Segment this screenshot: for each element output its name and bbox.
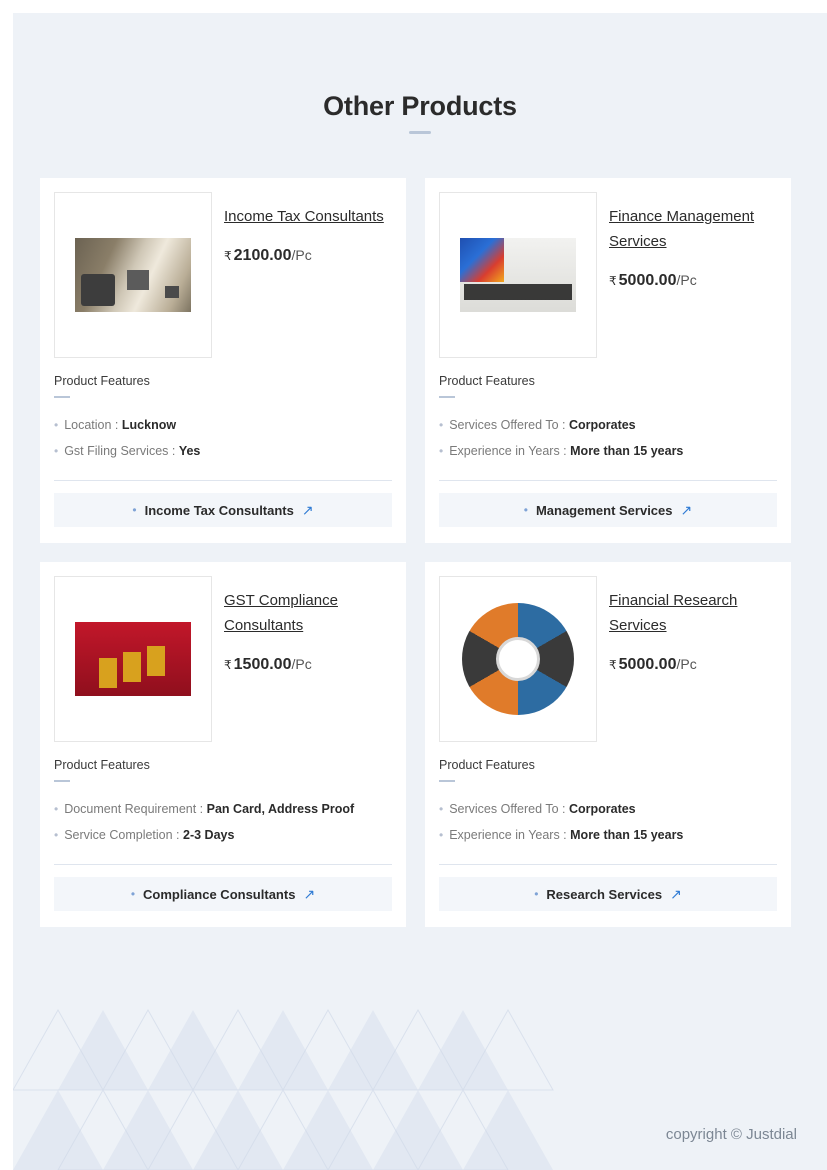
product-price	[609, 272, 777, 290]
feature-value: More than 15 years	[570, 828, 684, 842]
feature-value: Pan Card, Address Proof	[206, 802, 355, 816]
product-cta-button[interactable]	[54, 877, 392, 911]
price-unit: /Pc	[291, 656, 312, 672]
rupee-icon: ₹	[224, 658, 232, 672]
title-underline	[409, 131, 431, 134]
product-title-link[interactable]: Financial Research Services	[609, 592, 738, 634]
product-thumbnail-frame	[54, 576, 212, 742]
feature-value: Corporates	[568, 418, 636, 432]
product-title-link[interactable]: GST Compliance Consultants	[224, 592, 338, 634]
product-thumbnail-frame	[439, 192, 597, 358]
gst-golden-blocks-photo-icon	[75, 622, 191, 696]
bullet-icon: •	[439, 828, 444, 842]
financial-management-newspaper-photo-icon	[460, 238, 576, 312]
features-label: Product Features	[54, 374, 150, 388]
bullet-icon: •	[54, 828, 59, 842]
feature-list	[54, 412, 392, 464]
list-item	[439, 438, 777, 464]
price-amount: 5000.00	[618, 656, 677, 673]
page-background	[13, 13, 827, 1170]
triangle-pattern-decoration	[13, 990, 573, 1170]
feature-label: Document Requirement :	[64, 802, 204, 816]
bullet-icon: •	[132, 503, 137, 517]
price-amount: 1500.00	[233, 656, 292, 673]
feature-list	[439, 412, 777, 464]
price-unit: /Pc	[291, 247, 312, 263]
feature-value: 2-3 Days	[183, 828, 235, 842]
arrow-up-right-icon: ↗	[303, 885, 316, 902]
product-card-top	[439, 576, 777, 742]
product-cta-button[interactable]	[439, 493, 777, 527]
product-card-top	[54, 192, 392, 358]
feature-value: Lucknow	[121, 418, 177, 432]
product-card[interactable]	[40, 562, 406, 927]
feature-label: Experience in Years :	[449, 828, 567, 842]
list-item	[54, 412, 392, 438]
features-underline	[54, 780, 70, 782]
bullet-icon: •	[54, 802, 59, 816]
feature-label: Experience in Years :	[449, 444, 567, 458]
price-unit: /Pc	[676, 656, 697, 672]
feature-label: Location :	[64, 418, 119, 432]
feature-label: Service Completion :	[64, 828, 180, 842]
research-careers-wheel-chart-icon	[462, 603, 574, 715]
list-item	[54, 438, 392, 464]
product-grid	[40, 178, 802, 927]
price-amount: 5000.00	[618, 272, 677, 289]
product-thumbnail-frame	[54, 192, 212, 358]
divider	[439, 864, 777, 865]
product-price	[224, 247, 384, 265]
income-tax-documents-photo-icon	[75, 238, 191, 312]
features-underline	[439, 780, 455, 782]
product-card-head	[597, 192, 777, 290]
arrow-up-right-icon: ↗	[670, 885, 682, 902]
rupee-icon: ₹	[609, 658, 617, 672]
product-cta-button[interactable]	[439, 877, 777, 911]
features-underline	[439, 396, 455, 398]
feature-label: Services Offered To :	[449, 418, 566, 432]
page-title: Other Products	[323, 91, 517, 121]
bullet-icon: •	[523, 503, 528, 517]
product-title-link[interactable]: Income Tax Consultants	[224, 208, 384, 225]
list-item	[54, 796, 392, 822]
arrow-up-right-icon: ↗	[301, 501, 314, 518]
features-label: Product Features	[439, 374, 535, 388]
cta-label: Management Services	[535, 502, 673, 518]
list-item	[439, 822, 777, 848]
product-cta-button[interactable]	[54, 493, 392, 527]
product-card-head	[212, 192, 384, 265]
list-item	[439, 412, 777, 438]
feature-value: More than 15 years	[570, 444, 684, 458]
cta-label: Research Services	[546, 886, 663, 902]
product-card-head	[212, 576, 392, 674]
product-price	[609, 656, 777, 674]
feature-list	[54, 796, 392, 848]
cta-label: Income Tax Consultants	[144, 502, 294, 518]
product-card[interactable]	[40, 178, 406, 543]
list-item	[54, 822, 392, 848]
product-card-head	[597, 576, 777, 674]
bullet-icon: •	[439, 418, 444, 432]
features-label: Product Features	[439, 758, 535, 772]
product-title-link[interactable]: Finance Management Services	[609, 208, 755, 250]
bullet-icon: •	[439, 802, 444, 816]
price-unit: /Pc	[676, 272, 697, 288]
product-card[interactable]	[425, 178, 791, 543]
rupee-icon: ₹	[609, 274, 617, 288]
copyright-text: copyright © Justdial	[665, 1126, 797, 1143]
product-price	[224, 656, 392, 674]
feature-label: Services Offered To :	[449, 802, 566, 816]
bullet-icon: •	[130, 887, 136, 901]
product-card-top	[439, 192, 777, 358]
cta-label: Compliance Consultants	[143, 886, 296, 902]
product-card-top	[54, 576, 392, 742]
arrow-up-right-icon: ↗	[680, 501, 693, 518]
bullet-icon: •	[439, 444, 444, 458]
feature-value: Yes	[178, 444, 201, 458]
feature-value: Corporates	[568, 802, 636, 816]
features-label: Product Features	[54, 758, 150, 772]
feature-list	[439, 796, 777, 848]
feature-label: Gst Filing Services :	[64, 444, 176, 458]
bullet-icon: •	[54, 444, 59, 458]
list-item	[439, 796, 777, 822]
bullet-icon: •	[54, 418, 59, 432]
product-card[interactable]	[425, 562, 791, 927]
bullet-icon: •	[534, 887, 539, 901]
product-thumbnail-frame	[439, 576, 597, 742]
rupee-icon: ₹	[224, 249, 232, 263]
divider	[439, 480, 777, 481]
price-amount: 2100.00	[233, 247, 292, 264]
divider	[54, 864, 392, 865]
divider	[54, 480, 392, 481]
features-underline	[54, 396, 70, 398]
